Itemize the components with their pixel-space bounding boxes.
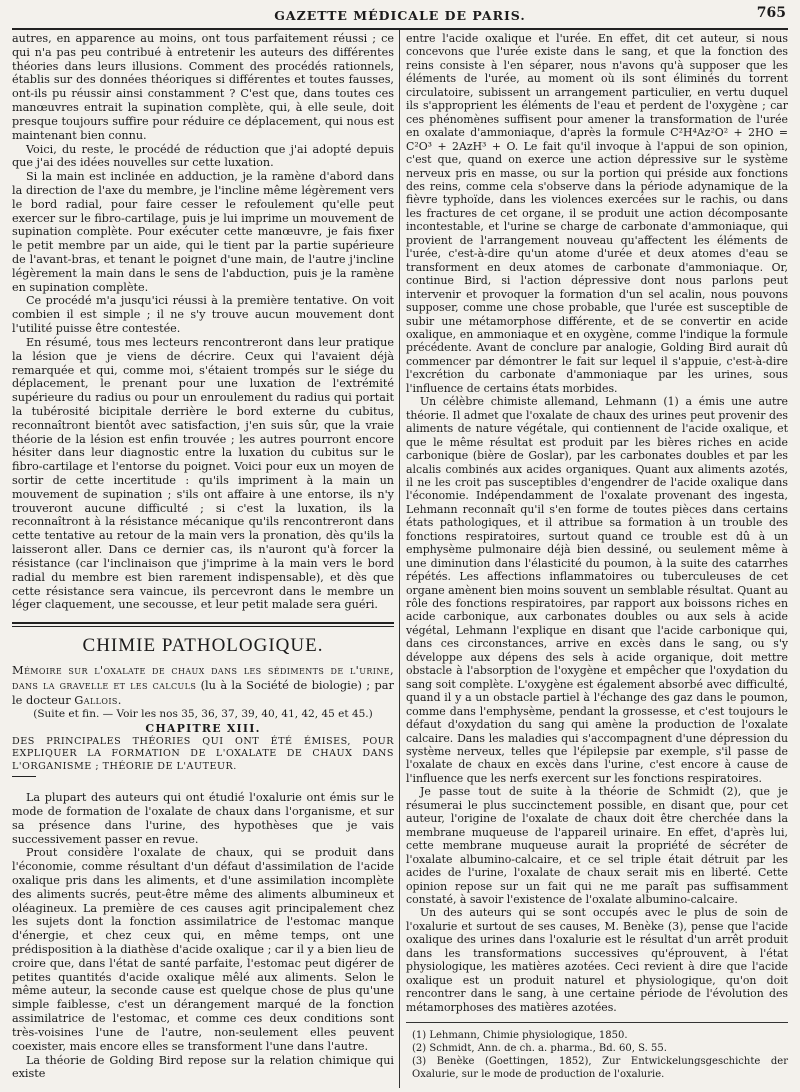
right-column: [406, 32, 788, 1081]
chapter-subheading: DES PRINCIPALES THÉORIES QUI ONT ÉTÉ ÉMISES, POUR EXPLIQUER LA FORMATION DE L'OXALATE DE CHAUX DANS L'ORGANISME ; THÉORIE DE L'AUTEUR.: [12, 736, 394, 778]
paragraph: La théorie de Golding Bird repose sur la relation chimique qui existe: [12, 1053, 394, 1081]
footnote: (2) Schmidt, Ann. de ch. a. pharma., Bd. 60, S. 55.: [412, 1043, 667, 1055]
paragraph: Voici, du reste, le procédé de réduction que j'ai adopté depuis que j'ai des idées nouvelles sur cette luxation.: [12, 142, 394, 170]
paragraph: entre l'acide oxalique et l'urée. En effet, dit cet auteur, si nous concevons que l'urée existe dans le sang, et que la fonction des reins consiste à l'en séparer, nous n'avons qu'à supposer que les éléments de l'urée, au moment où ils sont éliminés du torrent circulatoire, subissent un arrangement particulier, en vertu duquel ils s'approprient les éléments de l'eau et perdent de l'oxygène ; car ces phénomènes suffisent pour amener la transformation de l'urée en oxalate d'ammoniaque, d'après la formule C²H⁴Az²O² + 2HO = C²O³ + 2AzH³ + O. Le fait qu'il invoque à l'appui de son opinion, c'est que, quand on exerce une action dépressive sur le système nerveux pris en masse, ou sur la portion qui préside aux fonctions des reins, comme cela s'observe dans la période adynamique de la fièvre typhoïde, dans les violences exercées sur le rachis, ou dans les fractures de cet organe, il se produit une action décomposante incontestable, et l'urine se charge de carbonate d'ammoniaque, qui provient de l'arrangement nouveau qu'affectent les éléments de l'urée, c'est-à-dire qu'un atome d'urée et deux atomes d'eau se transforment en deux atomes de carbonate d'ammoniaque. Or, continue Bird, si l'action dépressive dont nous parlons peut intervenir et provoquer la formation d'un sel acalin, nous pouvons supposer, comme une chose probable, que l'urée est susceptible de subir une métamorphose différente, et de se convertir en acide oxalique, en ammoniaque et en oxygène, comme l'indique la formule précédente. Avant de conclure par analogie, Golding Bird aurait dû commencer par démontrer le fait sur lequel il s'appuie, c'est-à-dire l'excrétion du carbonate d'ammoniaque par les urines, sous l'influence de certains états morbides.: [406, 32, 788, 395]
memoir-title: [12, 663, 394, 708]
paragraph: Prout considère l'oxalate de chaux, qui se produit dans l'économie, comme résultant d'un défaut d'assimilation de l'acide oxalique pris dans les aliments, et d'une assimilation incomplète des aliments sucrés, peut-être même des aliments albumineux et oléagineux. La première de ces causes agit principalement chez les sujets dont la fonction assimilatrice de l'estomac manque d'énergie, et chez ceux qui, en même temps, ont une prédisposition à la diathèse d'acide oxalique ; car il y a bien lieu de croire que, dans l'état de santé parfaite, l'estomac peut digérer de petites quantités d'acide oxalique mêlé aux aliments. Selon le même auteur, la seconde cause est quelque chose de plus qu'une simple faiblesse, c'est un dérangement marqué de la fonction assimilatrice de l'estomac, et comme ces deux conditions sont très-voisines l'une de l'autre, non-seulement elles peuvent coexister, mais encore elles se transforment l'une dans l'autre.: [12, 846, 395, 1053]
paragraph: La plupart des auteurs qui ont étudié l'oxalurie ont émis sur le mode de formation de l'oxalate de chaux dans l'organisme, et sur sa présence dans l'urine, des hypothèses que je vais successivement passer en revue.: [12, 791, 394, 846]
page-number: 765: [756, 5, 786, 21]
memoir-title-rest: (lu à la Société de biologie) ; par le docteur: [12, 677, 394, 707]
section-rule: [12, 622, 394, 627]
footnote: (1) Lehmann, Chimie physiologique, 1850.: [412, 1030, 628, 1042]
paragraph: Ce procédé m'a jusqu'ici réussi à la première tentative. On voit combien il est simple ; il ne s'y trouve aucun mouvement dont l'utilité puisse être contestée.: [12, 294, 394, 336]
chapter-heading: CHAPITRE XIII.: [145, 721, 261, 735]
paragraph: Un célèbre chimiste allemand, Lehmann (1) a émis une autre théorie. Il admet que l'oxalate de chaux des urines peut provenir des aliments de nature végétale, qui contiennent de l'acide oxalique, et que le même résultat est produit par les bières riches en acide carbonique (bière de Goslar), par les carbonates doubles et par les alcalis combinés aux acides organiques. Quant aux aliments azotés, il ne les croit pas susceptibles d'engendrer de l'acide oxalique dans l'économie. Indépendamment de l'oxalate provenant des ingesta, Lehmann reconnaît qu'il s'en forme de toutes pièces dans certains états pathologiques, et il attribue sa formation à un trouble des fonctions respiratoires, surtout quand ce trouble est dû à un emphysème pulmonaire déjà bien dessiné, ou seulement même à une diminution dans l'élasticité du poumon, à la suite des catarrhes répétés. Les affections inflammatoires ou tuberculeuses de cet organe amènent bien moins souvent un semblable résultat. Quant au rôle des fonctions respiratoires, par rapport aux boissons riches en acide carbonique, aux carbonates doubles ou aux sels à acide végétal, Lehmann l'explique en disant que l'acide carbonique qui, dans ces circonstances, arrive en excès dans le sang, ou s'y développe aux dépens des sels à acide organique, doit mettre obstacle à l'absorption de l'oxygène et empêcher que l'oxydation du sang soit complète. L'oxygène est également absorbé avec difficulté, quand il y a un obstacle partiel à l'échange des gaz dans le poumon, comme dans l'emphysème, pendant la grossesse, et c'est toujours le défaut d'oxydation du sang qui amène la production de l'oxalate calcaire. Dans les maladies qui s'accompagnent d'une dépression du système nerveux, telles que l'épilepsie par exemple, s'il passe de l'oxalate de chaux en excès dans l'urine, c'est encore à cause de l'influence que les nerfs exercent sur les fonctions respiratoires.: [406, 395, 789, 785]
paragraph: En résumé, tous mes lecteurs rencontreront dans leur pratique la lésion que je viens de décrire. Ceux qui l'avaient déjà remarquée et qui, comme moi, s'étaient trompés sur le siége du déplacement, le prenant pour une luxation de l'extrémité supérieure du radius ou pour un enroulement du radius qui portait la tubérosité bicipitale derrière le bord externe du cubitus, reconnaîtront bientôt avec satisfaction, j'en suis sûr, que la vraie théorie de la lésion est enfin trouvée ; les autres pourront encore hésiter dans leur diagnostic entre la luxation du cubitus sur le fibro-cartilage et l'entorse du poignet. Voici pour eux un moyen de sortir de cette incertitude : qu'ils impriment à la main un mouvement de supination ; s'ils ont affaire à une entorse, ils n'y trouveront aucune difficulté ; si c'est la luxation, ils la reconnaîtront à la résistance mécanique qu'ils rencontreront dans cette tentative au retour de la main vers la pronation, dès qu'ils la laisseront aller. Dans ce dernier cas, ils n'auront qu'à forcer la résistance (car l'inclinaison que j'imprime à la main vers le bord radial du membre est bien rarement indispensable), et dès que cette résistance sera vaincue, ils percevront dans le membre un léger claquement, une secousse, et leur petit malade sera guéri.: [12, 335, 394, 612]
paragraph: Un des auteurs qui se sont occupés avec le plus de soin de l'oxalurie et surtout de ses causes, M. Benèke (3), pense que l'acide oxalique des urines dans l'oxalurie est le résultat d'un arrêt produit dans les transformations successives qu'éprouvent, à l'état physiologique, les matières azotées. Ceci revient à dire que l'acide oxalique est un produit naturel et physiologique, qu'on doit rencontrer dans le sang, à une certaine période de l'évolution des métamorphoses des matières azotées.: [406, 906, 788, 1014]
paragraph: Si la main est inclinée en adduction, je la ramène d'abord dans la direction de l'axe du membre, je l'incline même légèrement vers le bord radial, pour faire cesser le refoulement qu'elle peut exercer sur le fibro-cartilage, puis je lui imprime un mouvement de supination complète. Pour exécuter cette manœuvre, je fais fixer le petit membre par un aide, qui le tient par la partie supérieure de l'avant-bras, et tenant le poignet d'une main, de l'autre j'incline légèrement la main dans le sens de l'abduction, puis je la ramène en supination complète.: [12, 170, 394, 294]
running-title: GAZETTE MÉDICALE DE PARIS.: [274, 8, 526, 23]
paragraph: Je passe tout de suite à la théorie de Schmidt (2), que je résumerai le plus succinctement possible, en disant que, pour cet auteur, l'origine de l'oxalate de chaux doit être cherchée dans la membrane muqueuse de l'appareil urinaire. En effet, d'après lui, cette membrane muqueuse aurait la propriété de sécréter de l'oxalate albumino-calcaire, et ce sel triple était détruit par les acides de l'urine, l'oxalate de chaux serait mis en liberté. Cette opinion repose sur un fait qui ne me paraît pas suffisamment constaté, à savoir l'existence de l'oxalate albumino-calcaire.: [406, 785, 788, 906]
paragraph: autres, en apparence au moins, ont tous parfaitement réussi ; ce qui n'a pas peu contribué à entretenir les auteurs des différentes théories dans leurs illusions. Comment des procédés rationnels, établis sur des données théoriques si différentes et toutes fausses, ont-ils pu réussir ainsi constamment ? C'est que, dans toutes ces manœuvres entrait la supination complète, qui, à elle seule, doit presque toujours suffire pour réduire ce déplacement, qui nous est maintenant bien connu.: [12, 32, 394, 142]
footnote: (3) Benèke (Goettingen, 1852), Zur Entwickelungsgeschichte der Oxalurie, sur le mode de production de l'oxalurie.: [412, 1056, 788, 1081]
column-divider: [399, 30, 400, 1088]
section-title: CHIMIE PATHOLOGIQUE.: [82, 635, 324, 657]
memoir-author: Gallois.: [74, 692, 122, 707]
running-header: [12, 0, 788, 30]
footnotes: [406, 1022, 788, 1081]
memoir-title-main: Mémoire sur l'oxalate de chaux dans les sédiments de l'urine, dans la gravelle et les calculs: [12, 662, 394, 692]
left-column: [12, 32, 394, 1081]
continuation-note: (Suite et fin. — Voir les nos 35, 36, 37, 39, 40, 41, 42, 45 et 45.): [33, 707, 373, 720]
